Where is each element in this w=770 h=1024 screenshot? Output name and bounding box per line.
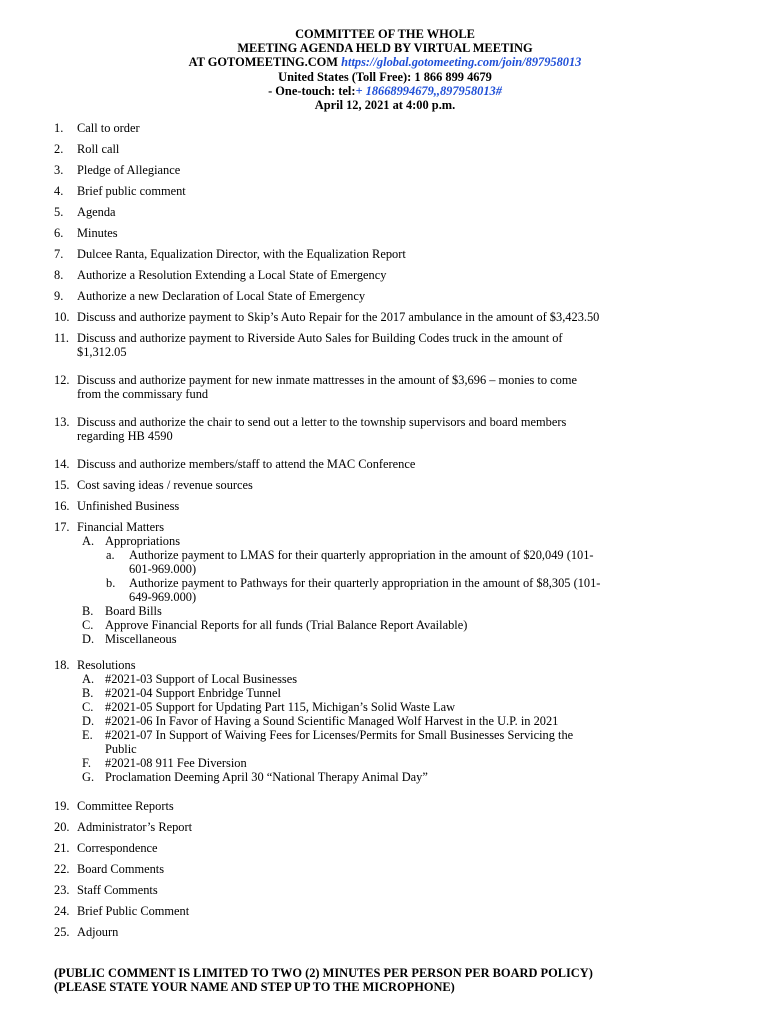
resolution-item xyxy=(82,728,573,756)
agenda-item xyxy=(54,457,415,471)
item-text: Discuss and authorize the chair to send out a letter to the township supervisors and board members xyxy=(77,415,567,429)
financial-subitem xyxy=(82,534,180,548)
item-number: 7. xyxy=(54,247,64,261)
subitem-text: Miscellaneous xyxy=(105,632,177,646)
agenda-item xyxy=(54,520,164,534)
agenda-item xyxy=(54,205,116,219)
financial-subitem xyxy=(82,632,177,646)
financial-subsubitem xyxy=(106,548,594,576)
subitem-letter: D. xyxy=(82,632,95,646)
resolution-item xyxy=(82,756,247,770)
resolution-letter: D. xyxy=(82,714,95,728)
subitem-letter: C. xyxy=(82,618,94,632)
agenda-item xyxy=(54,142,119,156)
item-text: Committee Reports xyxy=(77,799,174,813)
subitem-text: Authorize payment to Pathways for their quarterly appropriation in the amount of $8,305 (101- xyxy=(129,576,601,590)
financial-subitem xyxy=(82,604,162,618)
item-text: Adjourn xyxy=(77,925,119,939)
header-subtitle: MEETING AGENDA HELD BY VIRTUAL MEETING xyxy=(237,41,533,56)
resolution-text: #2021-08 911 Fee Diversion xyxy=(105,756,247,770)
item-number: 10. xyxy=(54,310,70,324)
subitem-letter: B. xyxy=(82,604,94,618)
agenda-footer xyxy=(54,966,593,994)
item-text: Financial Matters xyxy=(77,520,165,534)
agenda-item xyxy=(54,841,158,855)
item-number: 6. xyxy=(54,226,64,240)
item-number: 9. xyxy=(54,289,64,303)
item-text: Discuss and authorize payment for new inmate mattresses in the amount of $3,696 – monies to come xyxy=(77,373,577,387)
item-text: Authorize a Resolution Extending a Local State of Emergency xyxy=(77,268,387,282)
item-number: 8. xyxy=(54,268,64,282)
resolution-text: Proclamation Deeming April 30 “National Therapy Animal Day” xyxy=(105,770,428,784)
agenda-item xyxy=(54,799,174,813)
item-text: Call to order xyxy=(77,121,140,135)
resolution-item xyxy=(82,686,281,700)
item-number: 13. xyxy=(54,415,70,429)
item-number: 1. xyxy=(54,121,64,135)
subitem-letter: a. xyxy=(106,548,115,562)
item-text: Minutes xyxy=(77,226,118,240)
item-text: Resolutions xyxy=(77,658,136,672)
item-text-continued: regarding HB 4590 xyxy=(77,429,173,443)
resolution-item xyxy=(82,770,428,784)
item-text: Cost saving ideas / revenue sources xyxy=(77,478,253,492)
subitem-text-continued: 601-969.000) xyxy=(129,562,197,576)
agenda-item xyxy=(54,121,140,135)
item-number: 17. xyxy=(54,520,70,534)
item-text-continued: $1,312.05 xyxy=(77,345,127,359)
resolution-text: #2021-03 Support of Local Businesses xyxy=(105,672,298,686)
item-number: 11. xyxy=(54,331,70,345)
subitem-text-continued: 649-969.000) xyxy=(129,590,197,604)
agenda-item xyxy=(54,499,179,513)
subitem-text: Authorize payment to LMAS for their quarterly appropriation in the amount of $20,049 (101- xyxy=(129,548,594,562)
item-number: 2. xyxy=(54,142,64,156)
agenda-item xyxy=(54,373,577,401)
agenda-item xyxy=(54,268,386,282)
item-text: Brief public comment xyxy=(77,184,186,198)
item-text: Staff Comments xyxy=(77,883,158,897)
item-number: 15. xyxy=(54,478,70,492)
header-meeting-prefix: AT GOTOMEETING.COM xyxy=(188,55,339,70)
resolution-text: #2021-04 Support Enbridge Tunnel xyxy=(105,686,281,700)
agenda-item xyxy=(54,820,192,834)
resolution-letter: G. xyxy=(82,770,95,784)
agenda-item xyxy=(54,658,136,672)
item-number: 24. xyxy=(54,904,70,918)
agenda-item xyxy=(54,862,164,876)
item-number: 4. xyxy=(54,184,64,198)
resolution-letter: E. xyxy=(82,728,93,742)
header-onetouch-prefix: - One-touch: tel: xyxy=(268,83,356,98)
resolution-letter: C. xyxy=(82,700,94,714)
resolution-text-continued: Public xyxy=(105,742,137,756)
item-number: 18. xyxy=(54,658,70,672)
item-number: 20. xyxy=(54,820,70,834)
item-number: 12. xyxy=(54,373,70,387)
agenda-item xyxy=(54,904,189,918)
item-number: 21. xyxy=(54,841,70,855)
agenda-item xyxy=(54,184,186,198)
item-text: Roll call xyxy=(77,142,120,156)
item-text: Discuss and authorize members/staff to attend the MAC Conference xyxy=(77,457,416,471)
agenda-item xyxy=(54,883,158,897)
item-text: Correspondence xyxy=(77,841,158,855)
item-number: 22. xyxy=(54,862,70,876)
header-title: COMMITTEE OF THE WHOLE xyxy=(295,27,475,41)
item-text: Brief Public Comment xyxy=(77,904,190,918)
resolution-item xyxy=(82,714,558,728)
item-text-continued: from the commissary fund xyxy=(77,387,209,401)
agenda-item xyxy=(54,925,118,939)
item-number: 16. xyxy=(54,499,70,513)
item-text: Pledge of Allegiance xyxy=(77,163,181,177)
item-number: 14. xyxy=(54,457,70,471)
agenda-item xyxy=(54,415,566,443)
footer-microphone-note: (PLEASE STATE YOUR NAME AND STEP UP TO THE MICROPHONE) xyxy=(54,980,455,994)
resolution-letter: F. xyxy=(82,756,91,770)
header-phone: United States (Toll Free): 1 866 899 4679 xyxy=(278,69,492,84)
item-text: Administrator’s Report xyxy=(77,820,193,834)
agenda-item xyxy=(54,226,118,240)
agenda-item xyxy=(54,247,406,261)
meeting-link[interactable]: https://global.gotomeeting.com/join/897958013 xyxy=(341,55,582,70)
resolution-text: #2021-06 In Favor of Having a Sound Scientific Managed Wolf Harvest in the U.P. in 2021 xyxy=(105,714,559,728)
subitem-letter: A. xyxy=(82,534,95,548)
agenda-item xyxy=(54,163,180,177)
footer-public-comment-note: (PUBLIC COMMENT IS LIMITED TO TWO (2) MINUTES PER PERSON PER BOARD POLICY) xyxy=(54,966,593,980)
onetouch-tel-link[interactable]: + 18668994679,,897958013# xyxy=(355,83,502,98)
financial-subitem xyxy=(82,618,467,632)
item-number: 3. xyxy=(54,163,64,177)
item-number: 5. xyxy=(54,205,64,219)
resolution-item xyxy=(82,700,455,714)
subitem-letter: b. xyxy=(106,576,116,590)
financial-subsubitem xyxy=(106,576,600,604)
item-text: Authorize a new Declaration of Local State of Emergency xyxy=(77,289,366,303)
agenda-header xyxy=(0,27,770,112)
resolution-text: #2021-07 In Support of Waiving Fees for Licenses/Permits for Small Businesses Servicing the xyxy=(105,728,574,742)
item-text: Discuss and authorize payment to Riverside Auto Sales for Building Codes truck in the amount of xyxy=(77,331,563,345)
item-text: Dulcee Ranta, Equalization Director, with the Equalization Report xyxy=(77,247,406,261)
agenda-item xyxy=(54,478,253,492)
item-text: Board Comments xyxy=(77,862,165,876)
subitem-text: Board Bills xyxy=(105,604,162,618)
item-number: 25. xyxy=(54,925,70,939)
item-text: Agenda xyxy=(77,205,116,219)
resolution-text: #2021-05 Support for Updating Part 115, Michigan’s Solid Waste Law xyxy=(105,700,456,714)
header-onetouch-line xyxy=(0,84,770,98)
item-text: Unfinished Business xyxy=(77,499,180,513)
item-number: 19. xyxy=(54,799,70,813)
agenda-item xyxy=(54,331,563,359)
resolution-item xyxy=(82,672,297,686)
resolution-letter: B. xyxy=(82,686,94,700)
header-date: April 12, 2021 at 4:00 p.m. xyxy=(314,98,456,113)
item-number: 23. xyxy=(54,883,70,897)
subitem-text: Appropriations xyxy=(105,534,181,548)
agenda-item xyxy=(54,289,365,303)
item-text: Discuss and authorize payment to Skip’s Auto Repair for the 2017 ambulance in the amount of $3,423.50 xyxy=(77,310,600,324)
header-meeting-link-line xyxy=(0,55,770,69)
resolution-letter: A. xyxy=(82,672,95,686)
subitem-text: Approve Financial Reports for all funds (Trial Balance Report Available) xyxy=(105,618,468,632)
agenda-item xyxy=(54,310,599,324)
